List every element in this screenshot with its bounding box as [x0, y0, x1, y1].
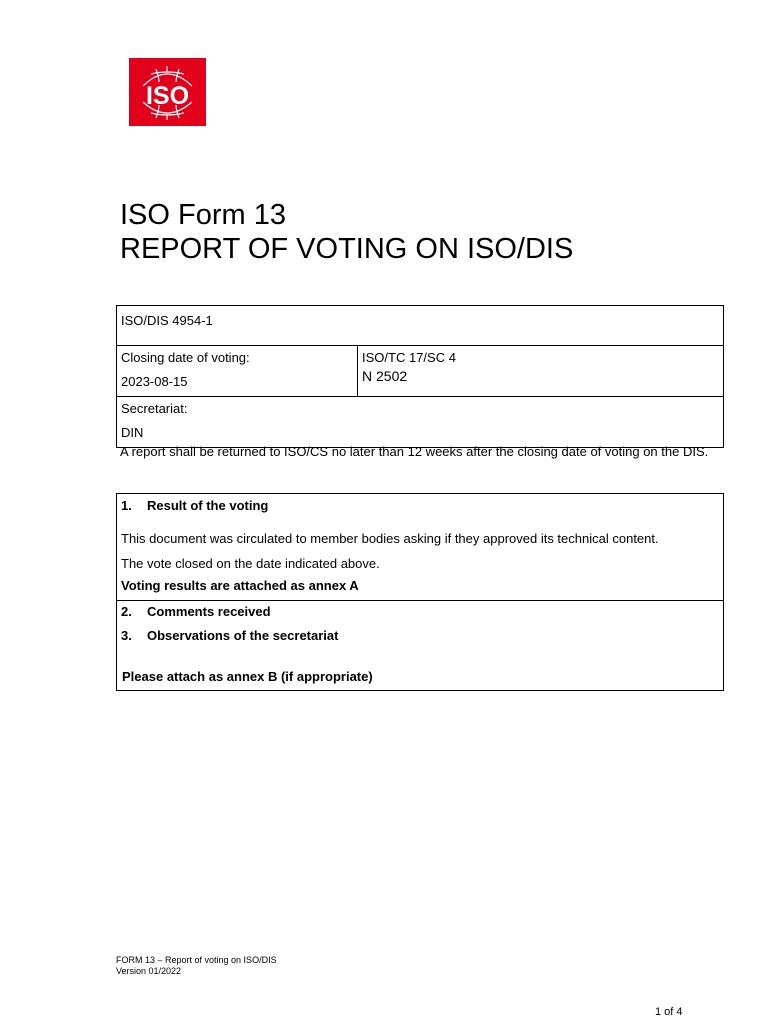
closing-date-label: Closing date of voting:: [121, 350, 250, 365]
title-line-1: ISO Form 13: [120, 199, 286, 231]
results-table: [116, 493, 724, 691]
section-1-heading: [121, 498, 719, 513]
secretariat-cell: [117, 397, 724, 448]
closing-date-cell: [117, 346, 358, 397]
n-number: N 2502: [362, 368, 408, 384]
page-number: 1 of 4: [655, 1006, 683, 1018]
document-info-table: [116, 305, 724, 448]
iso-logo: [129, 58, 206, 126]
page-title: [120, 198, 720, 266]
document-ref: ISO/DIS 4954-1: [121, 313, 213, 328]
committee-ref: ISO/TC 17/SC 4: [362, 350, 456, 365]
secretariat-label: Secretariat:: [121, 401, 188, 416]
section-3-title: Observations of the secretariat: [147, 628, 339, 643]
section-2-number: 2.: [121, 604, 132, 619]
committee-cell: [358, 346, 724, 397]
section-2-title: Comments received: [147, 604, 271, 619]
secretariat-value: DIN: [121, 425, 144, 440]
section-3-heading: [121, 628, 719, 643]
footer-version: Version 01/2022: [116, 966, 182, 976]
footer-form-title: FORM 13 – Report of voting on ISO/DIS: [116, 955, 277, 965]
document-ref-cell: [117, 306, 724, 346]
section-1-number: 1.: [121, 498, 132, 513]
return-note: A report shall be returned to ISO/CS no later than 12 weeks after the closing date of voting on the DIS.: [120, 444, 709, 459]
form-footer: [116, 955, 277, 977]
logo-text: ISO: [145, 82, 190, 110]
attach-annex-b: Please attach as annex B (if appropriate): [122, 669, 373, 684]
section-3-number: 3.: [121, 628, 132, 643]
voting-result-cell: [117, 494, 724, 601]
paragraph-annex-a: Voting results are attached as annex A: [121, 578, 359, 593]
iso-globe-icon: [129, 58, 206, 126]
section-1-title: Result of the voting: [147, 498, 269, 513]
comments-cell: [117, 601, 724, 691]
title-line-2: REPORT OF VOTING ON ISO/DIS: [120, 233, 574, 265]
closing-date-value: 2023-08-15: [121, 374, 188, 389]
section-2-heading: [121, 604, 719, 619]
paragraph-vote-closed: The vote closed on the date indicated above.: [121, 556, 380, 571]
paragraph-circulated: This document was circulated to member bodies asking if they approved its technical content.: [121, 531, 659, 546]
